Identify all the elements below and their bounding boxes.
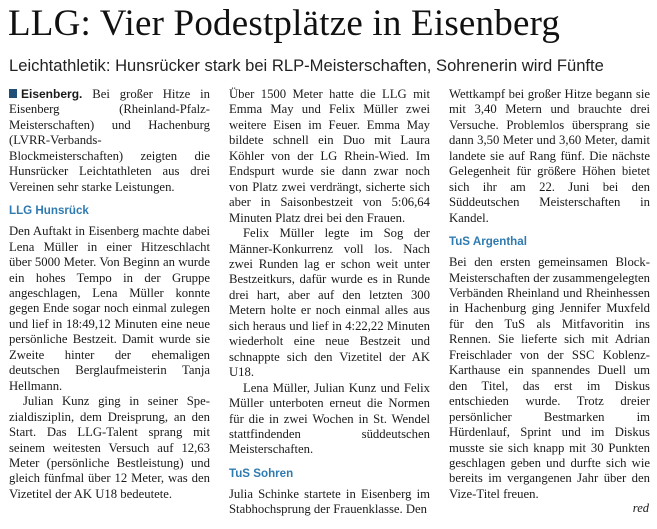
intro-paragraph (9, 87, 210, 195)
author-signature: red (632, 501, 649, 515)
paragraph: Bei den ersten gemeinsamen Block-Meisterschaften der zusammengelegten Verbänden Rheinland und Rheinhessen in Hachenburg ging Jennifer Muxfeld für den TuS als Mitfavoritin ins Rennen. Sie lieferte sich mit Adrian Freischlader von der SSC Koblenz-Karthause ein spannendes Duell um den Titel, das erst im Diskus entschieden wurde. Trotz dreier persönlicher Bestmarken im Hürdenlauf, Sprint und im Diskus musste sie sich knapp mit 30 Punkten geschlagen geben und durfte sich wie bereits im vergangenen Jahr über den Vize-Titel freuen. (449, 255, 650, 501)
column-1 (9, 87, 210, 502)
paragraph-continued: Julia Schinke startete in Eisenberg im Stabhochsprung der Frauenklasse. Den (229, 486, 430, 517)
column-3 (449, 87, 650, 502)
intro-text: Bei großer Hitze in Eisenberg (Rheinland-Pfalz-Meisterschaften) und Hachenburg (LVRR-Verbands-Blockmeisterschaften) zeigten die Hunsrücker Leichtathleten aus drei Vereinen sehr starke Leistungen. (9, 87, 210, 194)
paragraph: Den Auftakt in Eisenberg machte dabei Lena Müller in einer Hitzeschlacht über 5000 Meter. Von Beginn an wurde ein hohes Tempo in der Gruppe angeschlagen, Lena Müller konnte gegen Ende sogar noch einmal zulegen und lief in 18:49,12 Minuten eine neue persönliche Bestzeit. Damit wurde sie Zweite hinter der ehemaligen deutschen Berglaufmeisterin Tanja Hellmann. (9, 224, 210, 393)
section-title-llg: LLG Hunsrück (9, 204, 89, 218)
square-bullet-icon (9, 89, 17, 98)
column-2 (229, 87, 430, 518)
dateline: Eisenberg. (21, 87, 83, 101)
paragraph: Julian Kunz ging in seiner Spezialdisziplin, dem Dreisprung, an den Start. Das LLG-Talent sprang mit seinem weitesten Versuch auf 12,63 Meter (persönliche Bestleistung) und gleich fünfmal über 12 Meter, was den Vizetitel der AK U18 bedeutete. (9, 394, 210, 501)
subheadline: Leichtathletik: Hunsrücker stark bei RLP-Meisterschaften, Sohrenerin wird Fünfte (9, 56, 604, 75)
paragraph: Felix Müller legte im Sog der Männer-Konkurrenz voll los. Nach zwei Runden lag er schon weit unter Bestzeitkurs, dafür wurde es in Runde drei hart, aber auf den letzten 300 Metern holte er noch einmal alles aus sich heraus und lief in 4:22,22 Minuten wiederholt eine neue Bestzeit und schnappte sich den Vizetitel der AK U18. (229, 226, 430, 380)
paragraph-continuation: Wettkampf bei großer Hitze begann sie mit 3,40 Metern und brauchte drei Versuche. Problemlos übersprang sie dann 3,50 Meter und 3,60 Meter, damit landete sie auf Rang fünf. Die nächste Gelegenheit für größere Höhen bietet sich ihr am 22. Juni bei den Süddeutschen Meisterschaften in Kandel. (449, 87, 650, 225)
paragraph: Über 1500 Meter hatte die LLG mit Emma May und Felix Müller zwei weitere Eisen im Feuer. Emma May bildete schnell ein Duo mit Laura Köhler von der LG Rhein-Wied. Im Endspurt wurde sie dann zwar noch von Platz zwei verdrängt, sicherte sich aber in Saisonbestzeit von 5:06,64 Minuten Platz drei bei den Frauen. (229, 87, 430, 225)
section-title-sohren: TuS Sohren (229, 466, 294, 480)
section-title-argenthal: TuS Argenthal (449, 235, 527, 249)
paragraph: Lena Müller, Julian Kunz und Felix Müller unterboten erneut die Normen für die in zwei Wochen in St. Wendel stattfindenden süddeutschen Meisterschaften. (229, 380, 430, 457)
headline: LLG: Vier Podestplätze in Eisenberg (8, 3, 561, 44)
